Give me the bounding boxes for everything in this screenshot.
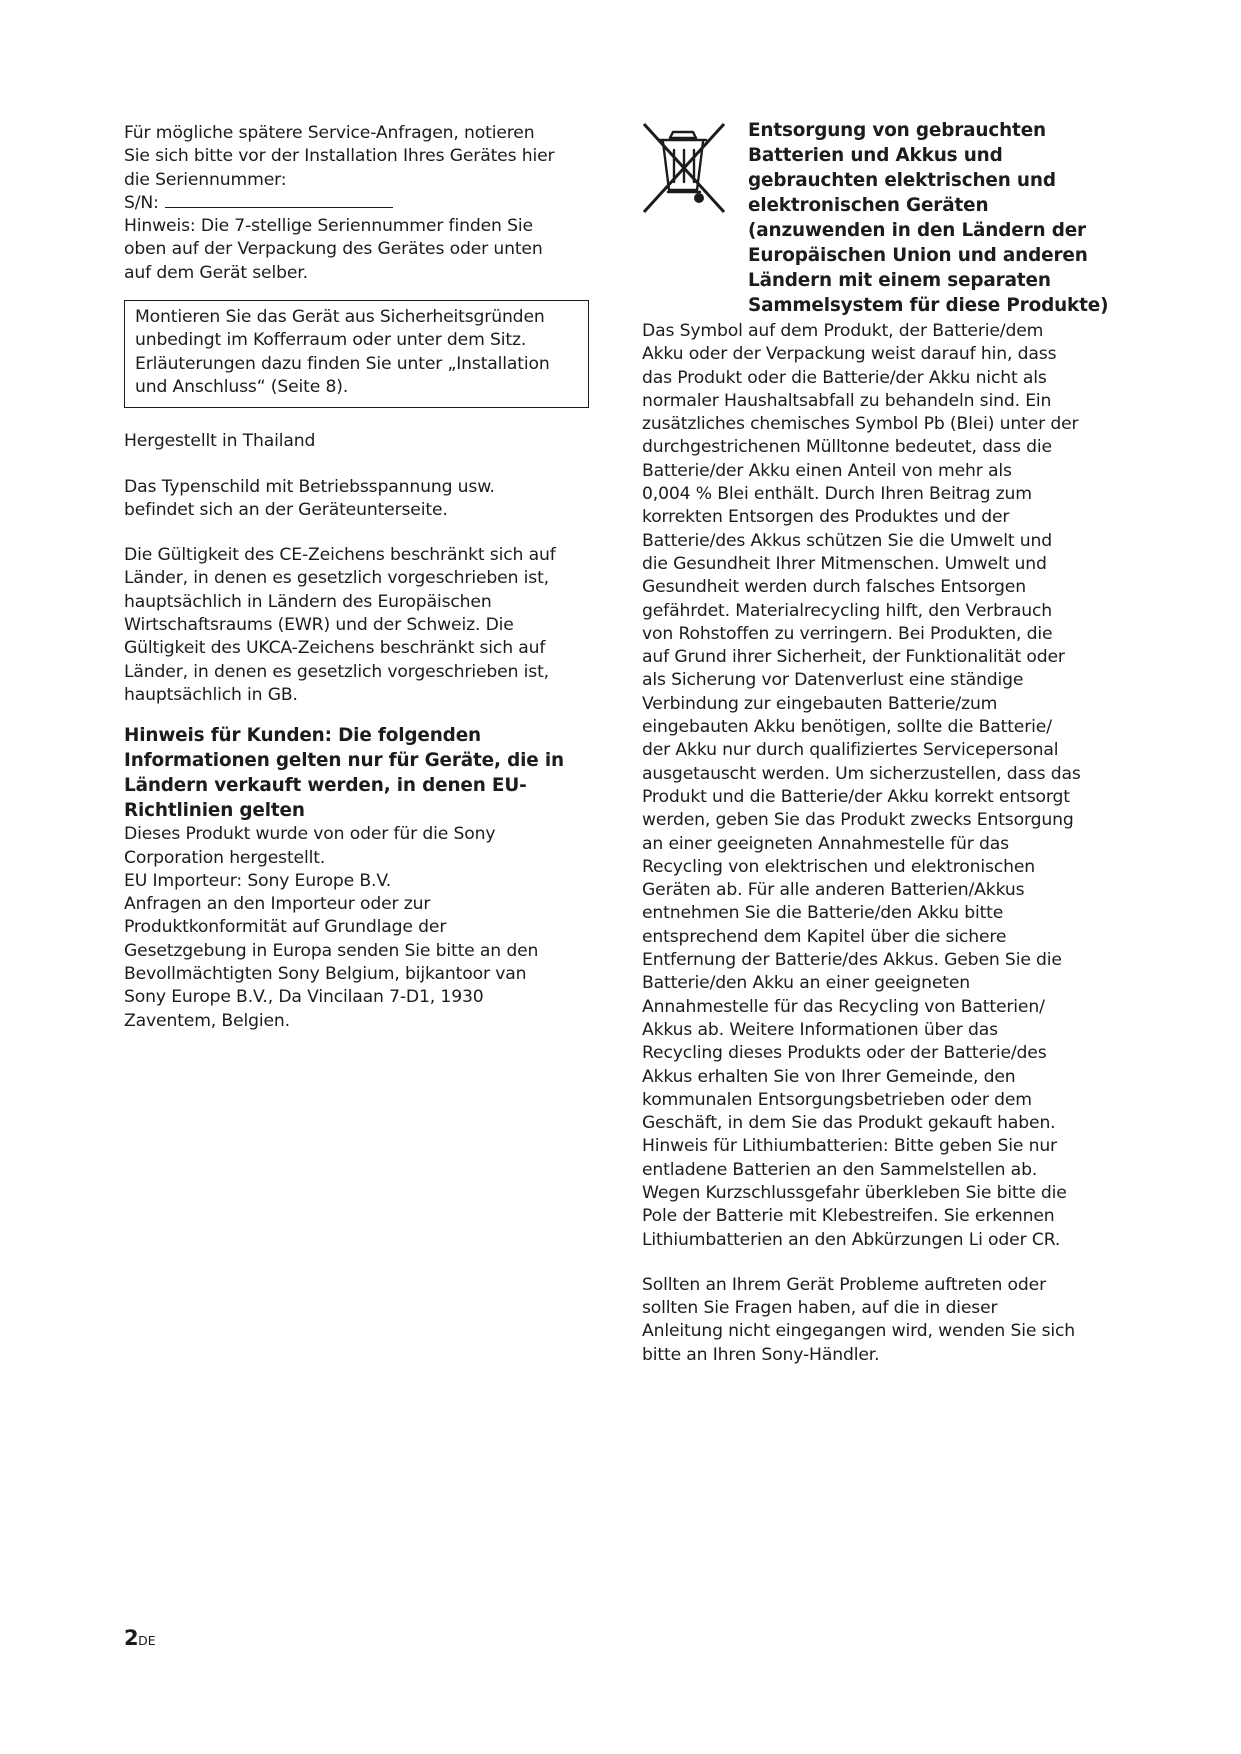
heading-line: Ländern verkauft werden, in denen EU- [124, 775, 527, 797]
text-line: Lithiumbatterien an den Abkürzungen Li oder CR. [642, 1229, 1061, 1250]
language-code: DE [138, 1633, 156, 1648]
text-line: Verbindung zur eingebauten Batterie/zum [642, 693, 998, 714]
text-line: Sollten an Ihrem Gerät Probleme auftreten oder [642, 1274, 1046, 1295]
text-line: auf dem Gerät selber. [124, 262, 308, 283]
text-line: die Gesundheit Ihrer Mitmenschen. Umwelt und [642, 553, 1047, 574]
type-plate-paragraph [124, 476, 594, 523]
text-line: Hergestellt in Thailand [124, 431, 316, 452]
text-line: von Rohstoffen zu verringern. Bei Produkten, die [642, 623, 1053, 644]
text-line: Produktkonformität auf Grundlage der [124, 917, 447, 938]
text-line: Gültigkeit des UKCA-Zeichens beschränkt sich auf [124, 638, 546, 659]
text-line: Akkus ab. Weitere Informationen über das [642, 1019, 998, 1040]
text-line: hauptsächlich in Ländern des Europäischen [124, 591, 492, 612]
text-line: gefährdet. Materialrecycling hilft, den Verbrauch [642, 600, 1053, 621]
customer-notice-body [124, 823, 594, 1033]
ce-marking-paragraph [124, 544, 594, 707]
text-line: Die Gültigkeit des CE-Zeichens beschränkt sich auf [124, 545, 556, 566]
text-line: Pole der Batterie mit Klebestreifen. Sie erkennen [642, 1206, 1055, 1227]
heading-line: Batterien und Akkus und [748, 145, 1003, 166]
serial-number-row [124, 192, 594, 215]
text-line: auf Grund ihrer Sicherheit, der Funktionalität oder [642, 647, 1065, 668]
serial-number-label: S/N: [124, 192, 159, 213]
text-line: Sie sich bitte vor der Installation Ihres Gerätes hier [124, 146, 555, 167]
text-line: Akku oder der Verpackung weist darauf hin, dass [642, 344, 1057, 365]
text-line: bitte an Ihren Sony-Händler. [642, 1344, 880, 1365]
text-line: und Anschluss“ (Seite 8). [135, 376, 349, 397]
text-line: Batterie/des Akkus schützen Sie die Umwelt und [642, 530, 1052, 551]
text-line: an einer geeigneten Annahmestelle für das [642, 833, 1009, 854]
text-line: das Produkt oder die Batterie/der Akku nicht als [642, 367, 1047, 388]
heading-line: Hinweis für Kunden: Die folgenden [124, 725, 481, 747]
text-line: die Seriennummer: [124, 169, 287, 190]
text-line: Das Typenschild mit Betriebsspannung usw. [124, 476, 495, 497]
disposal-heading [748, 118, 1108, 318]
text-line: Batterie/der Akku einen Anteil von mehr als [642, 460, 1012, 481]
heading-line: Informationen gelten nur für Geräte, die in [124, 750, 564, 772]
text-line: Länder, in denen es gesetzlich vorgeschrieben ist, [124, 661, 549, 682]
text-line: hauptsächlich in GB. [124, 684, 298, 705]
text-line: entsprechend dem Kapitel über die sichere [642, 926, 1007, 947]
text-line: kommunalen Entsorgungsbetrieben oder dem [642, 1089, 1032, 1110]
text-line: Annahmestelle für das Recycling von Batterien/ [642, 996, 1045, 1017]
text-line: Dieses Produkt wurde von oder für die Sony [124, 824, 496, 845]
text-line: Wegen Kurzschlussgefahr überkleben Sie bitte die [642, 1182, 1067, 1203]
text-line: Zaventem, Belgien. [124, 1010, 290, 1031]
text-line: werden, geben Sie das Produkt zwecks Entsorgung [642, 810, 1074, 831]
heading-line: (anzuwenden in den Ländern der [748, 220, 1086, 241]
text-line: oben auf der Verpackung des Gerätes oder unten [124, 239, 543, 260]
support-paragraph [642, 1274, 1114, 1367]
text-line: als Sicherung vor Datenverlust eine ständige [642, 670, 1024, 691]
text-line: normaler Haushaltsabfall zu behandeln sind. Ein [642, 390, 1052, 411]
text-line: Anleitung nicht eingegangen wird, wenden Sie sich [642, 1321, 1076, 1342]
text-line: Geschäft, in dem Sie das Produkt gekauft haben. [642, 1113, 1056, 1134]
text-line: eingebauten Akku benötigen, sollte die Batterie/ [642, 717, 1052, 738]
disposal-body [642, 320, 1114, 1252]
text-line: Sony Europe B.V., Da Vincilaan 7-D1, 1930 [124, 987, 484, 1008]
customer-notice-heading [124, 723, 594, 823]
heading-line: Europäischen Union und anderen [748, 245, 1088, 266]
crossed-out-wheelie-bin-icon [638, 118, 730, 218]
disposal-header [642, 122, 1114, 320]
text-line: durchgestrichenen Mülltonne bedeutet, dass die [642, 437, 1052, 458]
text-line: Recycling dieses Produkts oder der Batterie/des [642, 1043, 1047, 1064]
text-line: Erläuterungen dazu finden Sie unter „Installation [135, 353, 550, 374]
text-line: Das Symbol auf dem Produkt, der Batterie/dem [642, 321, 1044, 341]
text-line: ausgetauscht werden. Um sicherzustellen, dass das [642, 763, 1081, 784]
text-line: Corporation hergestellt. [124, 847, 326, 868]
made-in-paragraph [124, 430, 594, 453]
right-column [642, 122, 1114, 1367]
page-footer [124, 1626, 156, 1650]
text-line: Produkt und die Batterie/der Akku korrekt entsorgt [642, 786, 1070, 807]
text-line: entladene Batterien an den Sammelstellen ab. [642, 1159, 1038, 1180]
page-number: 2 [124, 1626, 139, 1650]
text-line: EU Importeur: Sony Europe B.V. [124, 870, 392, 891]
text-line: Hinweis: Die 7-stellige Seriennummer finden Sie [124, 216, 533, 237]
safety-notice-box [124, 300, 589, 408]
text-line: Gesundheit werden durch falsches Entsorgen [642, 577, 1026, 598]
text-line: Geräten ab. Für alle anderen Batterien/Akkus [642, 880, 1025, 901]
text-line: Recycling von elektrischen und elektronischen [642, 856, 1036, 877]
text-line: Bevollmächtigten Sony Belgium, bijkantoor van [124, 964, 527, 985]
heading-line: Richtlinien gelten [124, 800, 305, 822]
text-line: Anfragen an den Importeur oder zur [124, 894, 431, 915]
text-line: korrekten Entsorgen des Produktes und der [642, 507, 1010, 528]
text-line: Hinweis für Lithiumbatterien: Bitte geben Sie nur [642, 1136, 1057, 1157]
text-line: 0,004 % Blei enthält. Durch Ihren Beitrag zum [642, 484, 1032, 505]
text-line: Gesetzgebung in Europa senden Sie bitte an den [124, 940, 539, 961]
text-line: Akkus erhalten Sie von Ihrer Gemeinde, den [642, 1066, 1016, 1087]
heading-line: Ländern mit einem separaten [748, 270, 1051, 291]
text-line: Für mögliche spätere Service-Anfragen, notieren [124, 123, 535, 143]
serial-intro [124, 122, 594, 285]
heading-line: Entsorgung von gebrauchten [748, 120, 1046, 141]
text-line: sollten Sie Fragen haben, auf die in dieser [642, 1298, 998, 1319]
heading-line: Sammelsystem für diese Produkte) [748, 295, 1109, 316]
heading-line: elektronischen Geräten [748, 195, 989, 216]
text-line: befindet sich an der Geräteunterseite. [124, 499, 448, 520]
text-line: Montieren Sie das Gerät aus Sicherheitsgründen [135, 307, 545, 328]
text-line: Wirtschaftsraums (EWR) und der Schweiz. Die [124, 615, 514, 636]
text-line: Batterie/den Akku an einer geeigneten [642, 973, 971, 994]
text-line: Länder, in denen es gesetzlich vorgeschrieben ist, [124, 568, 549, 589]
text-line: Entfernung der Batterie/des Akkus. Geben Sie die [642, 950, 1062, 971]
text-line: zusätzliches chemisches Symbol Pb (Blei) unter der [642, 414, 1079, 435]
text-line: der Akku nur durch qualifiziertes Servicepersonal [642, 740, 1059, 761]
heading-line: gebrauchten elektrischen und [748, 170, 1056, 191]
left-column [124, 122, 594, 1033]
text-line: entnehmen Sie die Batterie/den Akku bitte [642, 903, 1004, 924]
text-line: unbedingt im Kofferraum oder unter dem Sitz. [135, 330, 527, 351]
serial-number-blank [165, 192, 393, 208]
